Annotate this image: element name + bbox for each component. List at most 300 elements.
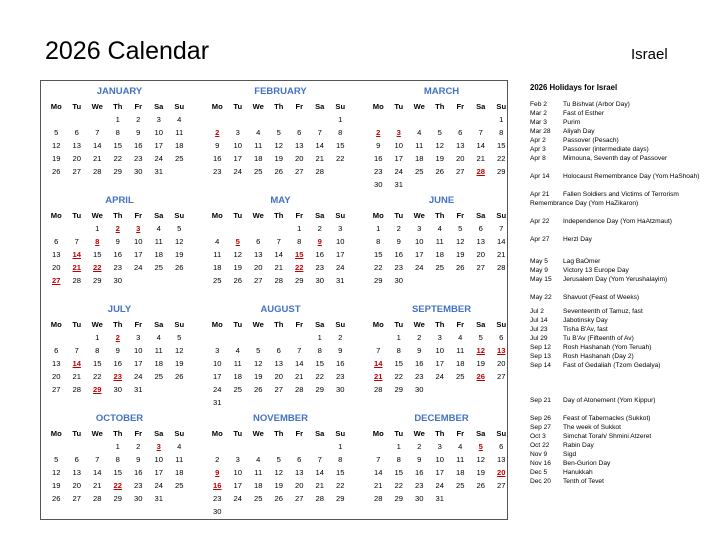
weekday-header: Th [113, 211, 123, 220]
day-cell: 16 [415, 359, 424, 368]
day-cell: 14 [315, 468, 324, 477]
weekday-header: Su [174, 102, 185, 111]
holiday-name: Passover (Pesach) [563, 137, 619, 144]
weekday-header: Fr [134, 211, 143, 220]
day-cell: 15 [394, 468, 403, 477]
day-cell: 11 [415, 141, 424, 150]
weekday-header: Mo [372, 429, 384, 438]
day-cell: 8 [297, 237, 302, 246]
day-cell: 20 [295, 481, 304, 490]
weekday-header: Fr [295, 102, 304, 111]
holiday-day-cell: 2 [215, 128, 220, 137]
holiday-name: Herzl Day [563, 236, 592, 243]
country-label: Israel [631, 46, 668, 63]
day-cell: 10 [233, 141, 242, 150]
day-cell: 12 [52, 468, 61, 477]
holiday-date: Apr 22 [530, 218, 550, 225]
day-cell: 1 [95, 333, 100, 342]
day-cell: 17 [233, 154, 242, 163]
day-cell: 30 [315, 276, 324, 285]
day-cell: 20 [72, 481, 81, 490]
day-cell: 9 [115, 346, 120, 355]
day-cell: 7 [276, 237, 281, 246]
day-cell: 20 [72, 154, 81, 163]
day-cell: 14 [93, 141, 102, 150]
day-cell: 23 [415, 481, 424, 490]
day-cell: 12 [274, 141, 283, 150]
weekday-header: Su [496, 211, 507, 220]
day-cell: 17 [154, 468, 163, 477]
day-cell: 13 [72, 141, 81, 150]
day-cell: 7 [74, 237, 79, 246]
day-cell: 17 [394, 154, 403, 163]
holiday-item [530, 217, 705, 226]
day-cell: 2 [396, 224, 401, 233]
weekday-header: Sa [476, 320, 486, 329]
holiday-date: Dec 5 [530, 469, 548, 476]
day-cell: 27 [254, 276, 263, 285]
day-cell: 9 [376, 141, 381, 150]
holiday-item [530, 127, 705, 136]
day-cell: 6 [478, 224, 483, 233]
day-cell: 16 [113, 359, 122, 368]
day-cell: 15 [497, 141, 506, 150]
day-cell: 11 [254, 468, 263, 477]
day-cell: 3 [156, 115, 161, 124]
day-cell: 5 [478, 333, 483, 342]
day-cell: 5 [54, 128, 59, 137]
holiday-date: Sep 14 [530, 362, 551, 369]
holiday-date: Jul 14 [530, 317, 548, 324]
day-cell: 22 [394, 481, 403, 490]
holiday-day-cell: 14 [374, 359, 383, 368]
holiday-date: Sep 13 [530, 353, 551, 360]
day-cell: 21 [93, 481, 102, 490]
holiday-name: Mimouna, Seventh day of Passover [563, 155, 668, 162]
day-cell: 28 [374, 385, 383, 394]
holiday-date: Apr 21 [530, 191, 550, 198]
holiday-name: Fallen Soldiers and Victims of Terrorism Remembrance Day (Yom HaZikaron) [530, 191, 679, 207]
day-cell: 13 [456, 141, 465, 150]
weekday-header: We [252, 429, 264, 438]
day-cell: 13 [52, 359, 61, 368]
day-cell: 24 [213, 385, 222, 394]
day-cell: 10 [336, 237, 345, 246]
holiday-name: Tu B'Av (Fifteenth of Av) [563, 335, 634, 342]
day-cell: 14 [274, 250, 283, 259]
day-cell: 11 [254, 141, 263, 150]
weekday-header: Mo [211, 102, 223, 111]
holiday-date: Oct 3 [530, 433, 546, 440]
day-cell: 26 [274, 494, 283, 503]
holiday-item [530, 432, 705, 441]
day-cell: 22 [394, 372, 403, 381]
day-cell: 20 [254, 263, 263, 272]
day-cell: 27 [497, 372, 506, 381]
day-cell: 29 [336, 494, 345, 503]
day-cell: 27 [72, 494, 81, 503]
day-cell: 1 [338, 115, 343, 124]
holiday-day-cell: 23 [113, 372, 122, 381]
day-cell: 1 [396, 333, 401, 342]
day-cell: 4 [458, 442, 463, 451]
holiday-day-cell: 13 [497, 346, 506, 355]
day-cell: 1 [396, 442, 401, 451]
weekday-header: We [413, 211, 425, 220]
month-june [368, 194, 515, 302]
day-cell: 10 [134, 346, 143, 355]
day-cell: 6 [54, 346, 59, 355]
holiday-panel [530, 82, 705, 485]
day-cell: 16 [415, 468, 424, 477]
day-cell: 26 [254, 385, 263, 394]
holiday-item [530, 459, 705, 468]
day-cell: 8 [396, 455, 401, 464]
day-cell: 28 [295, 385, 304, 394]
day-cell: 25 [233, 385, 242, 394]
day-cell: 15 [93, 250, 102, 259]
month-december [368, 412, 515, 520]
day-cell: 4 [177, 115, 182, 124]
day-cell: 4 [417, 128, 422, 137]
day-cell: 19 [52, 481, 61, 490]
day-cell: 8 [499, 128, 504, 137]
holiday-name: Seventeenth of Tamuz, fast [563, 308, 643, 315]
weekday-header: We [91, 320, 103, 329]
day-cell: 5 [256, 346, 261, 355]
day-cell: 25 [154, 263, 163, 272]
weekday-header: Su [174, 429, 185, 438]
day-cell: 8 [338, 455, 343, 464]
day-cell: 19 [274, 154, 283, 163]
day-cell: 22 [374, 263, 383, 272]
weekday-header: Th [274, 320, 284, 329]
day-cell: 26 [435, 167, 444, 176]
day-cell: 25 [213, 276, 222, 285]
day-cell: 18 [154, 250, 163, 259]
day-cell: 4 [215, 237, 220, 246]
day-cell: 22 [93, 372, 102, 381]
holiday-item [530, 293, 705, 302]
holiday-day-cell: 16 [213, 481, 222, 490]
weekday-header: Su [174, 320, 185, 329]
holiday-day-cell: 22 [113, 481, 122, 490]
day-cell: 21 [295, 372, 304, 381]
day-cell: 7 [478, 128, 483, 137]
day-cell: 19 [233, 263, 242, 272]
day-cell: 12 [456, 237, 465, 246]
day-cell: 19 [456, 250, 465, 259]
weekday-header: We [91, 102, 103, 111]
day-cell: 17 [435, 468, 444, 477]
holiday-day-cell: 9 [215, 468, 220, 477]
day-cell: 31 [213, 398, 222, 407]
day-cell: 23 [134, 154, 143, 163]
day-cell: 14 [497, 237, 506, 246]
day-cell: 3 [437, 333, 442, 342]
holiday-item [530, 468, 705, 477]
holiday-name: Jabotinsky Day [563, 317, 608, 324]
holiday-day-cell: 21 [72, 263, 81, 272]
day-cell: 26 [456, 263, 465, 272]
holiday-date: Mar 28 [530, 128, 551, 135]
weekday-header: Tu [72, 320, 82, 329]
holiday-item [530, 235, 705, 244]
holiday-day-cell: 3 [136, 224, 141, 233]
day-cell: 12 [274, 468, 283, 477]
holiday-day-cell: 8 [95, 237, 100, 246]
holiday-date: Oct 22 [530, 442, 550, 449]
holiday-date: Mar 2 [530, 110, 547, 117]
day-cell: 20 [295, 154, 304, 163]
day-cell: 11 [154, 346, 163, 355]
holiday-date: Apr 2 [530, 137, 546, 144]
weekday-header: Th [435, 211, 445, 220]
holiday-date: Nov 9 [530, 451, 548, 458]
day-cell: 8 [376, 237, 381, 246]
day-cell: 13 [72, 468, 81, 477]
weekday-header: Sa [154, 211, 164, 220]
day-cell: 28 [497, 263, 506, 272]
day-cell: 6 [54, 237, 59, 246]
weekday-header: Fr [456, 429, 465, 438]
holiday-day-cell: 26 [476, 372, 485, 381]
day-cell: 6 [74, 128, 79, 137]
day-cell: 31 [134, 385, 143, 394]
day-cell: 19 [476, 359, 485, 368]
day-cell: 12 [233, 250, 242, 259]
month-october [46, 412, 193, 520]
weekday-header: Th [435, 102, 445, 111]
day-cell: 12 [254, 359, 263, 368]
day-cell: 7 [74, 346, 79, 355]
holiday-date: Sep 21 [530, 397, 551, 404]
day-cell: 2 [338, 333, 343, 342]
day-cell: 22 [315, 372, 324, 381]
weekday-header: Su [174, 211, 185, 220]
holiday-item [530, 352, 705, 361]
day-cell: 27 [72, 167, 81, 176]
day-cell: 8 [95, 346, 100, 355]
weekday-header: Mo [50, 320, 62, 329]
day-cell: 4 [156, 333, 161, 342]
holiday-name: Lag BaOmer [563, 258, 601, 265]
day-cell: 28 [93, 494, 102, 503]
holiday-item [530, 343, 705, 352]
weekday-header: Fr [134, 429, 143, 438]
weekday-header: Sa [154, 429, 164, 438]
day-cell: 11 [233, 359, 242, 368]
day-cell: 19 [175, 250, 184, 259]
day-cell: 26 [52, 494, 61, 503]
holiday-name: Rabin Day [563, 442, 594, 449]
holiday-item [530, 275, 705, 284]
day-cell: 21 [274, 263, 283, 272]
weekday-header: We [413, 429, 425, 438]
weekday-header: Sa [476, 211, 486, 220]
page-title: 2026 Calendar [45, 37, 210, 65]
day-cell: 29 [315, 385, 324, 394]
day-cell: 23 [336, 372, 345, 381]
day-cell: 3 [437, 442, 442, 451]
day-cell: 5 [177, 333, 182, 342]
day-cell: 5 [177, 224, 182, 233]
day-cell: 21 [374, 481, 383, 490]
day-cell: 10 [394, 141, 403, 150]
day-cell: 17 [415, 250, 424, 259]
holiday-day-cell: 12 [476, 346, 485, 355]
month-name: SEPTEMBER [411, 304, 472, 315]
day-cell: 9 [136, 128, 141, 137]
holiday-date: Apr 14 [530, 173, 550, 180]
day-cell: 1 [115, 442, 120, 451]
day-cell: 7 [376, 346, 381, 355]
holiday-date: May 15 [530, 276, 552, 283]
weekday-header: Tu [72, 429, 82, 438]
day-cell: 4 [235, 346, 240, 355]
day-cell: 15 [93, 359, 102, 368]
holiday-date: Jul 23 [530, 326, 548, 333]
weekday-header: We [252, 102, 264, 111]
day-cell: 17 [154, 141, 163, 150]
day-cell: 1 [376, 224, 381, 233]
day-cell: 16 [336, 359, 345, 368]
weekday-header: Mo [50, 102, 62, 111]
day-cell: 30 [113, 385, 122, 394]
weekday-header: Mo [50, 429, 62, 438]
day-cell: 10 [435, 346, 444, 355]
holiday-day-cell: 27 [52, 276, 61, 285]
holiday-name: Purim [563, 119, 581, 126]
holiday-item [530, 136, 705, 145]
day-cell: 13 [476, 237, 485, 246]
day-cell: 24 [336, 263, 345, 272]
day-cell: 1 [317, 333, 322, 342]
holiday-name: Independence Day (Yom HaAtzmaut) [563, 218, 672, 225]
day-cell: 25 [456, 481, 465, 490]
day-cell: 24 [154, 154, 163, 163]
day-cell: 19 [52, 154, 61, 163]
holiday-day-cell: 28 [476, 167, 485, 176]
weekday-header: Mo [372, 102, 384, 111]
holiday-date: May 9 [530, 267, 548, 274]
day-cell: 17 [233, 481, 242, 490]
day-cell: 11 [175, 455, 184, 464]
day-cell: 1 [95, 224, 100, 233]
day-cell: 21 [93, 154, 102, 163]
day-cell: 28 [72, 276, 81, 285]
weekday-header: Th [274, 102, 284, 111]
day-cell: 30 [213, 507, 222, 516]
day-cell: 18 [213, 263, 222, 272]
day-cell: 12 [476, 455, 485, 464]
holiday-item [530, 477, 705, 486]
weekday-header: Tu [394, 211, 404, 220]
holiday-item [530, 154, 705, 163]
month-august [207, 303, 354, 411]
day-cell: 29 [374, 276, 383, 285]
day-cell: 21 [497, 250, 506, 259]
holiday-date: Apr 3 [530, 146, 546, 153]
day-cell: 25 [254, 167, 263, 176]
day-cell: 21 [476, 154, 485, 163]
day-cell: 7 [499, 224, 504, 233]
day-cell: 20 [476, 250, 485, 259]
day-cell: 30 [134, 167, 143, 176]
weekday-header: Th [274, 211, 284, 220]
day-cell: 15 [394, 359, 403, 368]
weekday-header: Th [435, 429, 445, 438]
holiday-day-cell: 20 [497, 468, 506, 477]
day-cell: 15 [336, 468, 345, 477]
month-name: JULY [107, 304, 132, 315]
holiday-item [530, 257, 705, 266]
day-cell: 7 [95, 128, 100, 137]
holiday-date: Nov 16 [530, 460, 551, 467]
day-cell: 23 [394, 263, 403, 272]
holiday-name: Simchat Torah/ Shmini Atzeret [563, 433, 652, 440]
day-cell: 23 [213, 167, 222, 176]
day-cell: 28 [274, 276, 283, 285]
day-cell: 30 [415, 494, 424, 503]
day-cell: 3 [235, 128, 240, 137]
weekday-header: Mo [372, 320, 384, 329]
day-cell: 21 [315, 154, 324, 163]
weekday-header: Tu [394, 320, 404, 329]
holiday-day-cell: 29 [93, 385, 102, 394]
weekday-header: Su [335, 102, 346, 111]
month-march [368, 85, 515, 193]
day-cell: 16 [134, 141, 143, 150]
day-cell: 10 [233, 468, 242, 477]
day-cell: 9 [215, 141, 220, 150]
weekday-header: Fr [295, 429, 304, 438]
month-november [207, 412, 354, 520]
month-april [46, 194, 193, 302]
day-cell: 17 [134, 250, 143, 259]
weekday-header: Tu [394, 102, 404, 111]
weekday-header: Sa [315, 320, 325, 329]
weekday-header: We [252, 211, 264, 220]
day-cell: 7 [95, 455, 100, 464]
day-cell: 10 [154, 128, 163, 137]
weekday-header: Fr [456, 211, 465, 220]
month-september [368, 303, 515, 411]
day-cell: 27 [295, 494, 304, 503]
weekday-header: We [413, 320, 425, 329]
holiday-name: Rosh Hashanah (Day 2) [563, 353, 634, 360]
weekday-header: Fr [456, 102, 465, 111]
day-cell: 18 [175, 141, 184, 150]
day-cell: 30 [415, 385, 424, 394]
day-cell: 23 [415, 372, 424, 381]
day-cell: 22 [113, 154, 122, 163]
holiday-name: Day of Atonement (Yom Kippur) [563, 397, 656, 404]
day-cell: 13 [497, 455, 506, 464]
day-cell: 2 [417, 442, 422, 451]
holiday-name: Hanukkah [563, 469, 593, 476]
day-cell: 25 [456, 372, 465, 381]
day-cell: 29 [113, 494, 122, 503]
day-cell: 8 [396, 346, 401, 355]
holiday-item [530, 109, 705, 118]
month-name: AUGUST [260, 304, 301, 315]
day-cell: 24 [154, 481, 163, 490]
day-cell: 16 [394, 250, 403, 259]
holiday-name: Passover (intermediate days) [563, 146, 649, 153]
holiday-item [530, 316, 705, 325]
day-cell: 5 [54, 455, 59, 464]
